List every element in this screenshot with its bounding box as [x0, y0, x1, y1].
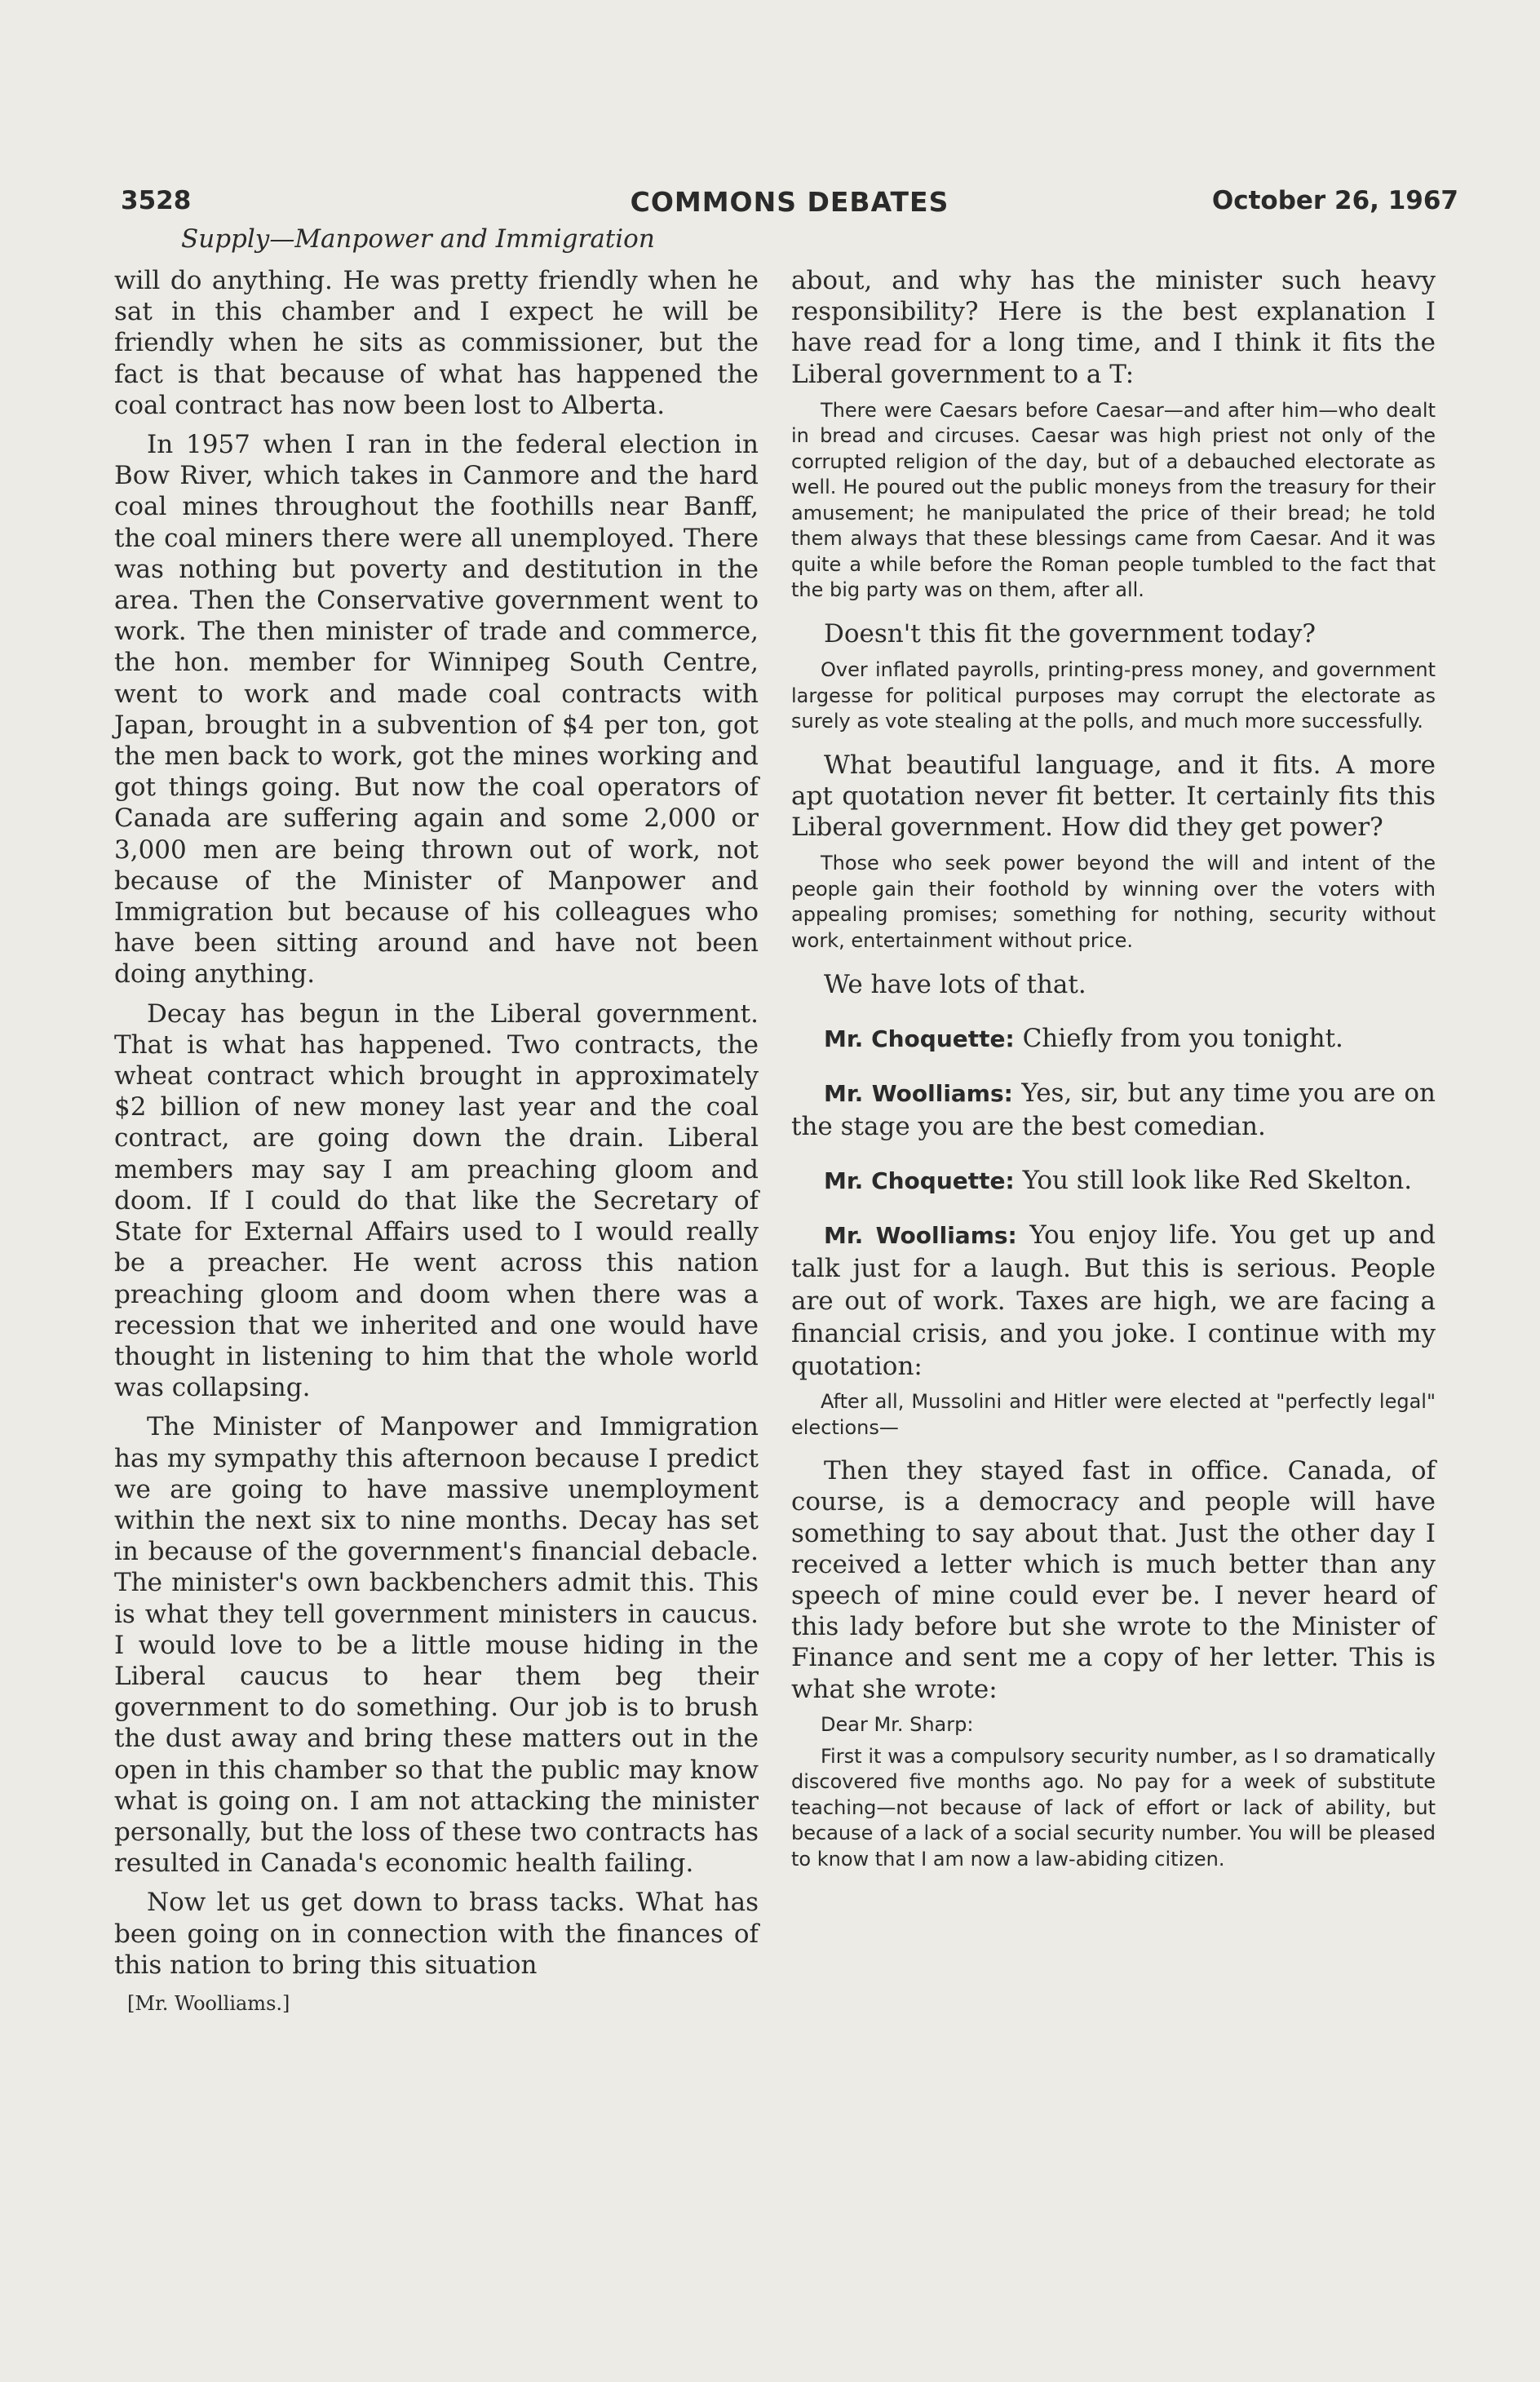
- speech: [791, 1164, 1436, 1198]
- block-quote: After all, Mussolini and Hitler were elected at "perfectly legal" elections—: [791, 1390, 1436, 1439]
- block-quote: First it was a compulsory security number, as I so dramatically discovered five months ago. No pay for a week of substitute teaching—not because of lack of effort or lack of ability, but because of a lack of a social security number. You will be pleased to know that I am now a law-abiding citizen.: [791, 1744, 1436, 1871]
- speaker-name: Mr. Woolliams:: [824, 1080, 1013, 1108]
- speech-text: You enjoy life. You get up and talk just for a laugh. But this is serious. People are out of work. Taxes are high, we are facing a financial crisis, and you joke. I continue with my quotation:: [791, 1220, 1436, 1382]
- right-column: [791, 265, 1436, 1887]
- paragraph: Then they stayed fast in office. Canada, of course, is a democracy and people will have something to say about that. Just the other day I received a letter which is much better than any speech of mine could ever be. I never heard of this lady before but she wrote to the Minister of Finance and sent me a copy of her letter. This is what she wrote:: [791, 1456, 1436, 1704]
- page-number: 3528: [121, 186, 192, 215]
- speech: [791, 1022, 1436, 1056]
- speaker-name: Mr. Choquette:: [824, 1167, 1015, 1195]
- paragraph: about, and why has the minister such heavy responsibility? Here is the best explanation I have read for a long time, and I think it fits the Liberal government to a T:: [791, 266, 1436, 389]
- speech-text: Chiefly from you tonight.: [1022, 1024, 1343, 1054]
- publication-title: COMMONS DEBATES: [630, 186, 949, 218]
- block-quote: Those who seek power beyond the will and intent of the people gain their foothold by winning over the voters with appealing promises; something for nothing, security without work, entertainment without price.: [791, 852, 1436, 952]
- paragraph: In 1957 when I ran in the federal election in Bow River, which takes in Canmore and the hard coal mines throughout the foothills near Banff, the coal miners there were all unemployed. There was nothing but poverty and destitution in the area. Then the Conservative government went to work. The then minister of trade and commerce, the hon. member for Winnipeg South Centre, went to work and made coal contracts with Japan, brought in a subvention of $4 per ton, got the men back to work, got the mines working and got things going. But now the coal operators of Canada are suffering again and some 2,000 or 3,000 men are being thrown out of work, not because of the Minister of Manpower and Immigration but because of his colleagues who have been sitting around and have not been doing anything.: [114, 430, 759, 990]
- left-column: [114, 265, 759, 2015]
- speaker-footer: [Mr. Woolliams.]: [127, 1991, 290, 2015]
- speaker-name: Mr. Choquette:: [824, 1025, 1015, 1053]
- letter-salutation: Dear Mr. Sharp:: [821, 1712, 974, 1736]
- paragraph: The Minister of Manpower and Immigration has my sympathy this afternoon because I predict we are going to have massive unemployment within the next six to nine months. Decay has set in because of the government's financial debacle. The minister's own backbenchers admit this. This is what they tell government ministers in caucus. I would love to be a little mouse hiding in the Liberal caucus to hear them beg their government to do something. Our job is to brush the dust away and bring these matters out in the open in this chamber so that the public may know what is going on. I am not attacking the minister personally, but the loss of these two contracts has resulted in Canada's economic health failing.: [114, 1412, 759, 1879]
- block-quote: There were Caesars before Caesar—and after him—who dealt in bread and circuses. Caesar was high priest not only of the corrupted religion of the day, but of a debauched electorate as well. He poured out the public moneys from the treasury for their amusement; he manipulated the price of their bread; he told them always that these blessings came from Caesar. And it was quite a while before the Roman people tumbled to the fact that the big party was on them, after all.: [791, 398, 1436, 602]
- paragraph: will do anything. He was pretty friendly when he sat in this chamber and I expect he will be friendly when he sits as commissioner, but the fact is that because of what has happened the coal contract has now been lost to Alberta.: [114, 266, 759, 420]
- speech: [791, 1219, 1436, 1383]
- paragraph: Doesn't this fit the government today?: [824, 618, 1317, 649]
- speech-text: You still look like Red Skelton.: [1022, 1166, 1413, 1196]
- page-header: [121, 186, 1458, 227]
- publication-date: October 26, 1967: [1211, 186, 1458, 215]
- speaker-name: Mr. Woolliams:: [824, 1222, 1017, 1250]
- block-quote: Over inflated payrolls, printing-press money, and government largesse for political purposes may corrupt the electorate as surely as vote stealing at the polls, and much more successfully.: [791, 658, 1436, 733]
- paragraph: Decay has begun in the Liberal government. That is what has happened. Two contracts, the wheat contract which brought in approximately $2 billion of new money last year and the coal contract, are going down the drain. Liberal members may say I am preaching gloom and doom. If I could do that like the Secretary of State for External Affairs used to I would really be a preacher. He went across this nation preaching gloom and doom when there was a recession that we inherited and one would have thought in listening to him that the whole world was collapsing.: [114, 998, 759, 1403]
- running-head: Supply—Manpower and Immigration: [181, 224, 655, 254]
- paragraph: What beautiful language, and it fits. A more apt quotation never fit better. It certainly fits this Liberal government. How did they get power?: [791, 750, 1436, 842]
- speech: [791, 1077, 1436, 1143]
- paragraph: Now let us get down to brass tacks. What has been going on in connection with the finances of this nation to bring this situation: [114, 1888, 759, 1980]
- paragraph: We have lots of that.: [824, 970, 1086, 1000]
- speech-text: Yes, sir, but any time you are on the stage you are the best comedian.: [791, 1078, 1436, 1142]
